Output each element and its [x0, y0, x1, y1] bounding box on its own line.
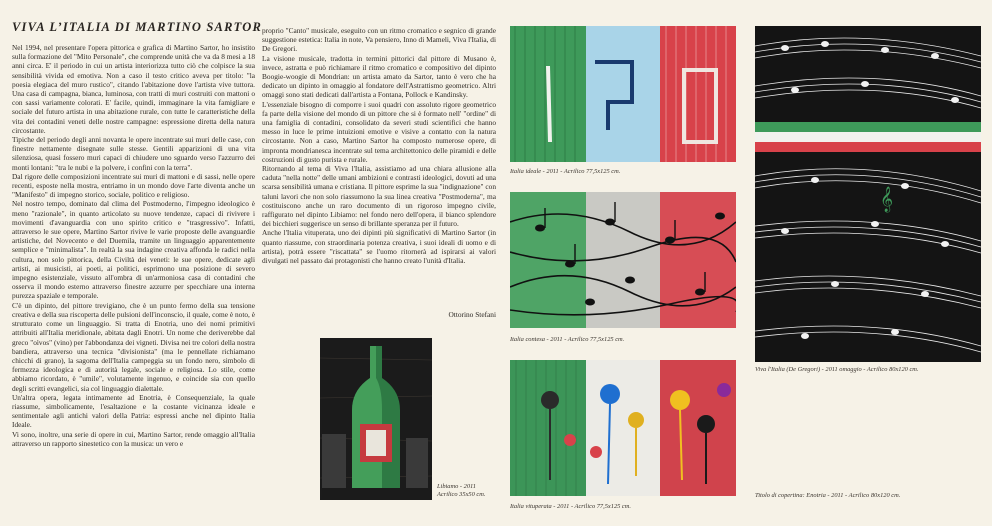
- article-column-2: [262, 26, 496, 265]
- artwork-libiamo: [320, 338, 432, 500]
- paragraph: Nel 1994, nel presentare l'opera pittorica e grafica di Martino Sartor, ho insistito sulla formazione del "Mito Personale", che comprende unità che va da 8 mesi a 18 anni circa. E' il periodo in cui un artista interiorizza tutto ciò che colpisce la sua sensibilità vivida ed emotiva. Non a caso il testo critico aveva per titolo: "la poesia elegiaca del muro rustico", citando l'abitazione dove l'artista vive tuttora. Una casa di campagna, bianca, luminosa, con tratti di muri costruiti con mattoni o con sassi variamente colorati. E' facile, quindi, immaginare la vita famigliare e sociale del futuro artista in una abitazione rurale, con tutte le caratteristiche della vita dei contadini veneti delle nostre campagne: espressione diretta della natura circostante.: [12, 43, 255, 135]
- paragraph: La visione musicale, tradotta in termini pittorici dal pittore di Musano è, invece, astratta e può richiamare il ritmo cromatico e compositivo del dipinto Boogie-woogie di Mondrian: un artista amato da Sartor, tanto è vero che ha dedicato un dipinto in omaggio al fondatore dell'Astrattismo geometrico. Altri omaggi sono stati dedicati dall'artista a Fontana, Pollock e Kandinsky.: [262, 53, 496, 100]
- artwork-italia-vituperata: [510, 360, 736, 496]
- paragraph: Un'altra opera, legata intimamente ad Enotria, è Consequenziale, la quale riassume, simbolicamente, l'esaltazione e la costante vicinanza ideale e sentimentale agli antichi valori della Patria: espressi anche nel dipinto Italia Ideale.: [12, 392, 255, 430]
- caption-viva-italia: Viva l'Italia (De Gregori) - 2011 omaggio - Acrilico 80x120 cm.: [755, 366, 919, 373]
- caption-italia-vituperata: Italia vituperata - 2011 - Acrilico 77,5x125 cm.: [510, 503, 631, 510]
- paragraph: proprio "Canto" musicale, eseguito con un ritmo cromatico e segnico di grande suggestione estetica: Italia in note, Va pensiero, Inno di Mameli, Viva l'Italia, di De Gregori.: [262, 26, 496, 54]
- article-column-1: [12, 43, 255, 448]
- svg-text:𝄞: 𝄞: [880, 187, 894, 212]
- artwork-viva-italia: [755, 26, 981, 362]
- artwork-italia-ideale: [510, 26, 736, 162]
- paragraph: Tipiche del periodo degli anni novanta le opere incentrate sui muri delle case, con finestre nettamente disegnate sulle stesse. Gentili apparizioni di una vita silenziosa, quasi fossero muri capaci di chiudere uno sguardo verso l'azzurro dei monti lontani: "tra le nubi e la polvere, i confini con la terra".: [12, 135, 255, 172]
- paragraph: L'essenziale bisogno di comporre i suoi quadri con assoluto rigore geometrico fa parte della visione del mondo di un pittore che si è formato nell' "ordine" di una famiglia di contadini, consolidato da severi studi scientifici che hanno messo in luce le prime intuizioni emotive e visive a contatto con la natura circostante. Non a caso, Martino Sartor ha composto numerose opere, di impronta mondrianesca incentrate sul tema architettonico delle piramidi e delle costruzioni di gusto purista e rurale.: [262, 99, 496, 164]
- caption-italia-ideale: Italia ideale - 2011 - Acrilico 77,5x125 cm.: [510, 168, 621, 175]
- caption-enotria: Titolo di copertina: Enotria - 2011 - Acrilico 80x120 cm.: [755, 492, 901, 499]
- paragraph: C'è un dipinto, del pittore trevigiano, che è un punto fermo della sua tensione creativa e della sua riscoperta delle pulsioni dell'inconscio, il quale, come è noto, è strutturato come un linguaggio. Si tratta di Enotria, uno dei nomi primitivi attribuiti all'Italia meridionale, abitata dagli Enotri. Un nome che deriverebbe dal greco "oìvos" (vino) per l'abbondanza dei vigneti. Divisa nei tre colori della nostra bandiera, attraverso una tecnica "divisionista" (ma le pennellate richiamano chicchi di grano), la sagoma dell'Italia campeggia su un fondo nero, simbolo di fermezza ideologica e di autorità legale, sociale e religiosa. Lo stile, come abbiamo ricordato, è "umile", volutamente ingenuo, e coincide sia con quello degli scritti evangelici, sia col linguaggio dialettale.: [12, 300, 255, 393]
- paragraph: Dal rigore delle composizioni incentrate sui muri di mattoni e di sassi, nelle opere recenti, esposte nella mostra, entriamo in un mondo dove l'arte diventa anche un "Manifesto" di impegno storico, sociale, politico e religioso.: [12, 171, 255, 200]
- caption-italia-contesa: Italia contesa - 2011 - Acrilico 77,5x125 cm.: [510, 336, 625, 343]
- paragraph: Ritornando al tema di Viva l'Italia, assistiamo ad una chiara allusione alla caduta "nella notte" delle umani ambizioni e contrasti ideologici, dovuti ad una scarsa sensibilità umana e cristiana. Il pittore esprime la sua "indignazione" con taluni lavori che non solo riassumono la sua linea creativa "Postmoderna", ma costituiscono anche un raro documento di un rigoroso impegno civile, raffigurato nel dipinto Libiamo: nel fondo nero dell'opera, il bianco splendore dei bicchieri suggerisce un senso di brillante speranza per il futuro.: [262, 164, 496, 229]
- paragraph: Vi sono, inoltre, una serie di opere in cui, Martino Sartor, rende omaggio all'Italia attraverso un rapporto sinestetico con la musica: un vero e: [12, 429, 255, 448]
- caption-libiamo: Libiamo - 2011 Acrilico 35x50 cm.: [437, 483, 486, 498]
- paragraph: Nel nostro tempo, dominato dal clima del Postmoderno, l'impegno ideologico è meno "razionale", in quanto articolato su nuove tendenze, capaci di rivivere i movimenti d'avanguardia con uno spirito critico e "trasgressivo". Infatti, attraverso le sue opere, Martino Sartor rivive le varie proposte delle avanguardie artistiche, del Novecento e del Duemila, tramite un linguaggio apparentemente semplice e "minimalista". In realtà la sua indagine creativa affonda le radici nella cultura, non solo pittorica, della Civiltà dei veneti: le sue opere, dedicate agli artisti, ai musicisti, ai poeti, ai politici, esprimono una posizione di severo impegno esistenziale, vissuto all'ombra di un'armoniosa casa di contadini che osserva il mondo esterno attraverso finestre azzurre per specchiare una interna purezza spaziale e temporale.: [12, 199, 255, 301]
- author-signature: Ottorino Stefani: [448, 310, 496, 319]
- artwork-italia-contesa: [510, 192, 736, 328]
- paragraph: Anche l'Italia vituperata, uno dei dipinti più significativi di Martino Sartor (in quanto riassume, con straordinaria potenza creativa, i suoi ideali di uomo e di artista), potrà essere "riscattata" se l'uomo ritornerà ad ispirarsi ai valori divulgati nel passato dai protagonisti che hanno creato l'unità d'Italia.: [262, 228, 496, 266]
- article-title: VIVA L’ITALIA DI MARTINO SARTOR: [12, 20, 262, 34]
